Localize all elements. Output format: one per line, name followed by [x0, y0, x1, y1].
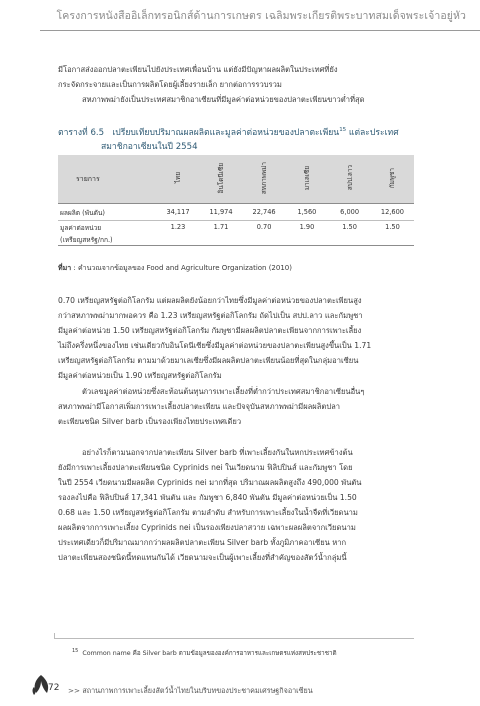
page-header — [0, 0, 480, 34]
column-header-myanmar: สหภาพพม่า — [243, 155, 286, 204]
table-cell — [328, 233, 371, 246]
footnote-text: Common name คือ Silver barb ตามข้อมูลขององค์การอาหารและเกษตรแห่งสหประชาชาติ — [82, 650, 337, 658]
row-label: มูลค่าต่อหน่วย — [60, 223, 102, 232]
source-label: ที่มา — [58, 264, 72, 272]
table-cell — [243, 233, 286, 246]
paragraph-intro — [58, 62, 436, 107]
text-line: ปลาตะเพียนสองชนิดนี้ทดแทนกันได้ เวียดนามจะเป็นผู้เพาะเลี้ยงที่สำคัญของสัตว์น้ำกลุ่มนี้ — [58, 553, 347, 562]
caption-footnote-ref: 15 — [339, 127, 347, 133]
table-corner-header: รายการ — [58, 155, 156, 204]
paragraph-comparison — [58, 293, 436, 383]
text-line: ยังมีการเพาะเลี้ยงปลาตะเพียนชนิด Cyprinids nei ในเวียดนาม ฟิลิปปินส์ และกัมพูชา โดย — [58, 463, 353, 472]
text-line: ไม่ถึงครึ่งหนึ่งของไทย เช่นเดียวกับอินโดนีเซียซึ่งมีมูลค่าต่อหน่วยของปลาตะเพียนสูงขึ้นเป็น 1.71 — [58, 341, 372, 350]
text-line: ในปี 2554 เวียดนามมีผลผลิต Cyprinids nei มากที่สุด ปริมาณผลผลิตสูงถึง 490,000 พันตัน — [58, 478, 362, 487]
text-line: สหภาพพม่ายังเป็นประเทศสมาชิกอาเซียนที่มีมูลค่าต่อหน่วยของปลาตะเพียนขาวต่ำที่สุด — [82, 95, 365, 104]
paragraph-myanmar — [58, 384, 436, 429]
column-header-cambodia: กัมพูชา — [371, 155, 414, 204]
page-number: 72 — [48, 683, 60, 693]
table-cell: 1.50 — [342, 223, 357, 231]
table-cell: 1.50 — [385, 223, 400, 231]
table-row — [58, 221, 414, 234]
table-cell: 12,600 — [371, 204, 414, 221]
source-text: : คำนวณจากข้อมูลของ Food and Agriculture Organization (2010) — [71, 264, 292, 272]
text-line: 0.70 เหรียญสหรัฐต่อกิโลกรัม แต่ผลผลิตยังน้อยกว่าไทยซึ่งมีมูลค่าต่อหน่วยของปลาตะเพียนสูง — [58, 296, 362, 305]
header-rule — [40, 30, 480, 31]
caption-label: ตารางที่ 6.5 — [58, 127, 105, 138]
table-cell — [286, 233, 329, 246]
text-line: 0.68 และ 1.50 เหรียญสหรัฐต่อกิโลกรัม ตามลำดับ สำหรับการเพาะเลี้ยงในน้ำจืดที่เวียดนาม — [58, 508, 358, 517]
table-cell — [371, 233, 414, 246]
table-cell — [156, 233, 199, 246]
text-line: มีโอกาสส่งออกปลาตะเพียนไปยังประเทศเพื่อนบ้าน แต่ยังมีปัญหาผลผลิตในประเทศที่ยัง — [58, 65, 338, 74]
table-row — [58, 233, 414, 246]
caption-line2: สมาชิกอาเซียนในปี 2554 — [101, 141, 198, 152]
footnote-ref: 15 — [72, 648, 79, 654]
column-header-indonesia: อินโดนีเซีย — [200, 155, 243, 204]
text-line: เหรียญสหรัฐต่อกิโลกรัม ตามมาด้วยมาเลเซียซึ่งมีผลผลิตปลาตะเพียนน้อยที่สุดในกลุ่มอาเซียน — [58, 356, 359, 365]
table-row — [58, 204, 414, 221]
table-cell: 34,117 — [156, 204, 199, 221]
table-cell: 1,560 — [286, 204, 329, 221]
table-cell: 1.23 — [170, 223, 186, 231]
table-cell: 11,974 — [200, 204, 243, 221]
comparison-table — [58, 155, 414, 246]
text-line: กว่าสหภาพพม่ามากพอควร คือ 1.23 เหรียญสหรัฐต่อกิโลกรัม ถัดไปเป็น สปป.ลาว และกัมพูชา — [58, 311, 363, 320]
table-header-row — [58, 155, 414, 204]
table-cell: 0.70 — [256, 223, 272, 231]
paragraph-cyprinids — [58, 445, 436, 565]
column-header-laos: สปป.ลาว — [328, 155, 371, 204]
caption-text-after: แต่ละประเทศ — [346, 127, 399, 138]
column-header-malaysia: มาเลเซีย — [286, 155, 329, 204]
text-line: ผลผลิตจากการเพาะเลี้ยง Cyprinids nei เป็นรองเพียงปลาสวาย เฉพาะผลผลิตจากเวียดนาม — [58, 523, 356, 532]
text-line: ตะเพียนชนิด Silver barb เป็นรองเพียงไทยประเทศเดียว — [58, 417, 242, 426]
table-cell: 1.90 — [299, 223, 315, 231]
row-label: (เหรียญสหรัฐ/กก.) — [58, 233, 156, 246]
text-line: อย่างไรก็ตามนอกจากปลาตะเพียน Silver barb ที่เพาะเลี้ยงกันในหกประเทศข้างต้น — [82, 448, 353, 457]
row-label: ผลผลิต (พันตัน) — [58, 204, 156, 221]
column-header-thailand: ไทย — [156, 155, 199, 204]
footnote-rule — [54, 638, 414, 639]
table-cell — [200, 233, 243, 246]
text-line: ประเทศเดียวก็มีปริมาณมากกว่าผลผลิตปลาตะเพียน Silver barb ทั้งภูมิภาคอาเซียน หาก — [58, 538, 347, 547]
text-line: มีมูลค่าต่อหน่วยเป็น 1.90 เหรียญสหรัฐต่อกิโลกรัม — [58, 371, 222, 380]
running-footer: >> สถานภาพการเพาะเลี้ยงสัตว์น้ำไทยในบริบทของประชาคมเศรษฐกิจอาเซียน — [68, 686, 313, 695]
table-source — [58, 263, 292, 274]
table-caption — [58, 123, 399, 154]
text-line: มีมูลค่าต่อหน่วย 1.50 เหรียญสหรัฐต่อกิโลกรัม กัมพูชามีผลผลิตปลาตะเพียนจากการเพาะเลี้ยง — [58, 326, 362, 335]
text-line: รองลงไปคือ ฟิลิปปินส์ 17,341 พันตัน และ กัมพูชา 6,840 พันตัน มีมูลค่าต่อหน่วยเป็น 1.50 — [58, 493, 357, 502]
caption-text: เปรียบเทียบปริมาณผลผลิตและมูลค่าต่อหน่วยของปลาตะเพียน — [112, 127, 340, 138]
header-title: โครงการหนังสืออิเล็กทรอนิกส์ด้านการเกษตร เฉลิมพระเกียรติพระบาทสมเด็จพระเจ้าอยู่หัว — [56, 10, 466, 22]
table-cell: 6,000 — [328, 204, 371, 221]
table-cell: 22,746 — [243, 204, 286, 221]
text-line: กระจัดกระจายและเป็นการผลิตโดยผู้เลี้ยงรายเล็ก ยากต่อการรวบรวม — [58, 80, 282, 89]
table-cell: 1.71 — [213, 223, 229, 231]
text-line: ตัวเลขมูลค่าต่อหน่วยซึ่งสะท้อนต้นทุนการเพาะเลี้ยงที่ต่ำกว่าประเทศสมาชิกอาเซียนอื่นๆ — [82, 387, 365, 396]
text-line: สหภาพพม่ามีโอกาสเพิ่มการเพาะเลี้ยงปลาตะเพียน และปัจจุบันสหภาพพม่ามีผลผลิตปลา — [58, 402, 341, 411]
footnote — [72, 648, 337, 658]
